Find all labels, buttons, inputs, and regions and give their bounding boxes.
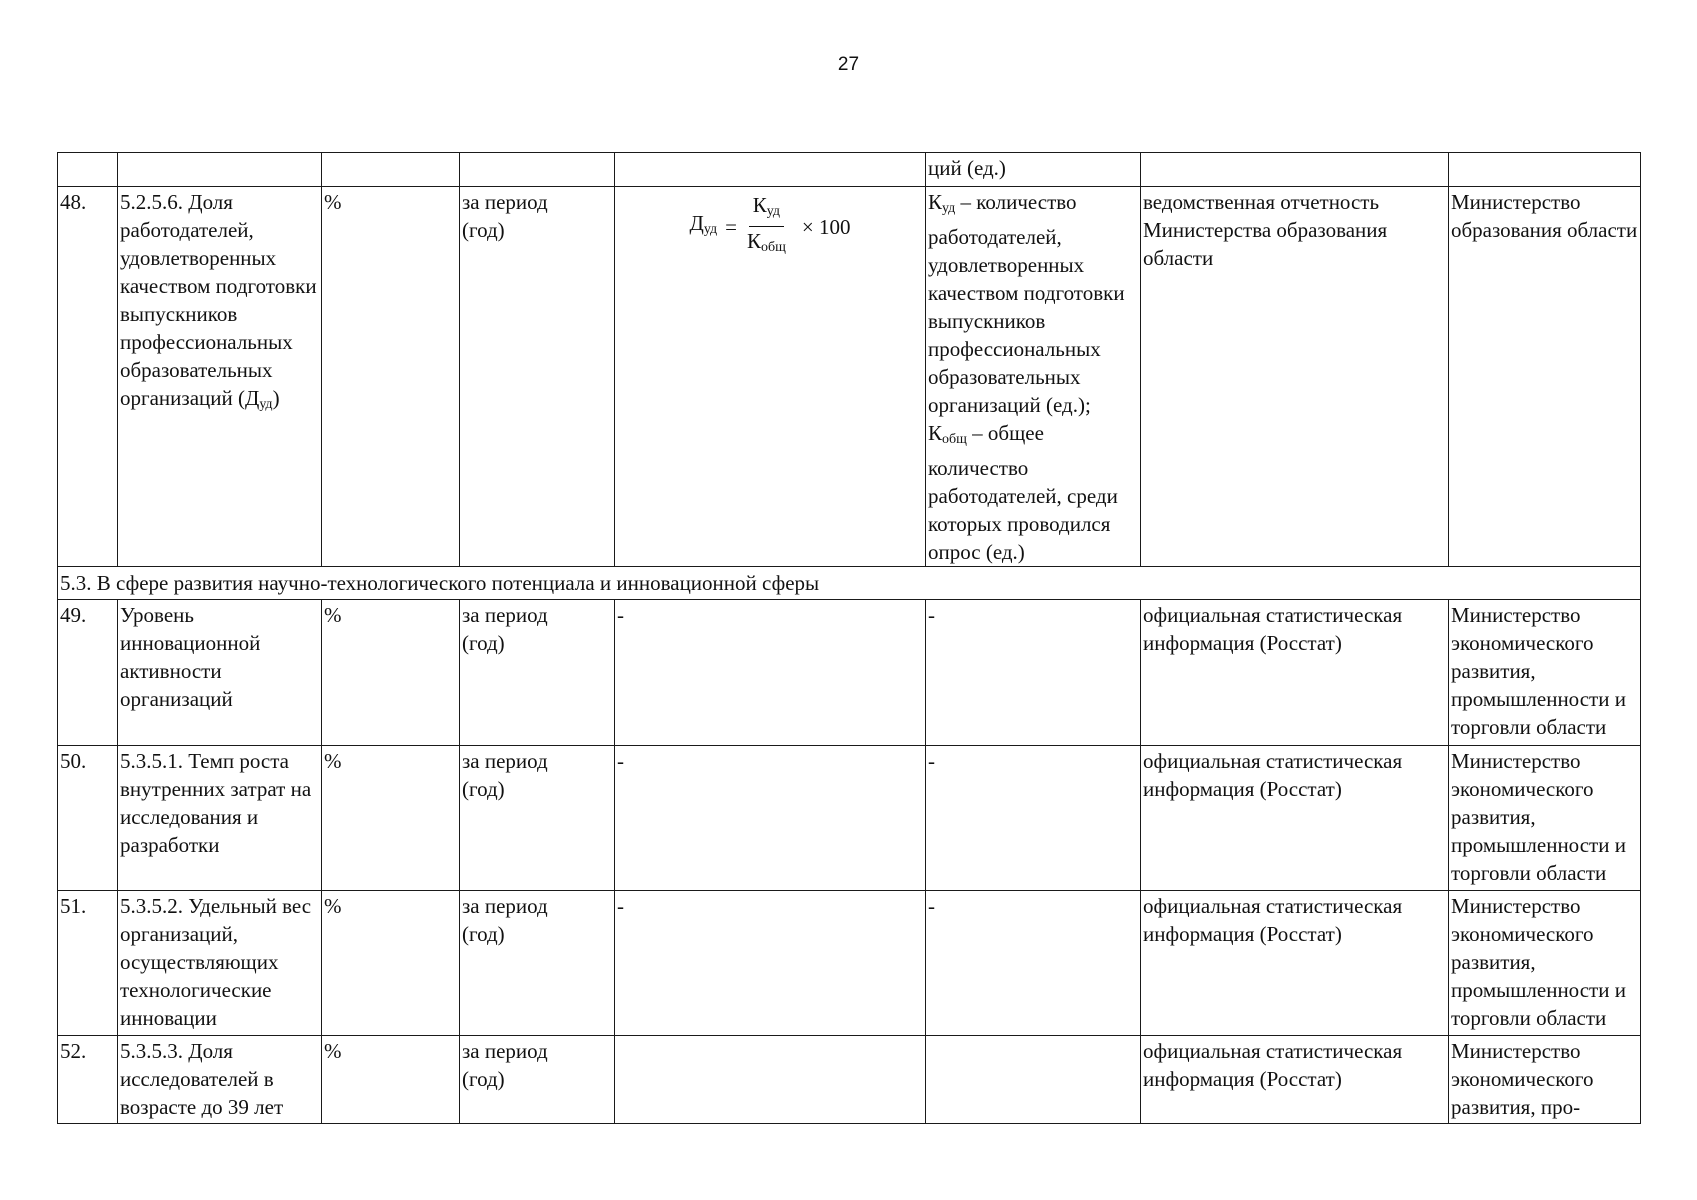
table-row xyxy=(58,187,1641,567)
table-row xyxy=(58,891,1641,1036)
row-number: 48. xyxy=(60,190,87,214)
cell-responsible xyxy=(1449,153,1641,187)
definition2-symbol: К xyxy=(928,421,943,445)
indicators-table xyxy=(57,152,1641,1124)
unit: % xyxy=(324,749,342,773)
responsible-body: Министерство экономического развития, промышленности и торговли области xyxy=(1451,603,1626,739)
row-number: 51. xyxy=(60,894,87,918)
cell-source xyxy=(1141,746,1449,891)
cell-num xyxy=(58,1036,118,1124)
unit: % xyxy=(324,603,342,627)
data-source: ведомственная отчетность Министерства образования области xyxy=(1143,190,1388,270)
data-source: официальная статистическая информация (Росстат) xyxy=(1143,603,1403,655)
cell-formula xyxy=(615,891,926,1036)
cell-period xyxy=(460,153,615,187)
row-number: 50. xyxy=(60,749,87,773)
formula-denominator xyxy=(743,227,790,261)
definition-text: ций (ед.) xyxy=(928,156,1006,180)
cell-responsible xyxy=(1449,1036,1641,1124)
definition-sub: уд xyxy=(942,201,956,216)
cell-period xyxy=(460,187,615,567)
section-title-cell xyxy=(58,567,1641,600)
cell-responsible xyxy=(1449,600,1641,746)
denominator-symbol: К xyxy=(746,229,761,253)
cell-formula xyxy=(615,1036,926,1124)
period: за период (год) xyxy=(462,894,548,946)
cell-unit xyxy=(322,153,460,187)
period: за период (год) xyxy=(462,190,548,242)
row-number: 49. xyxy=(60,603,87,627)
definition-text: - xyxy=(928,603,935,627)
cell-source xyxy=(1141,600,1449,746)
period: за период (год) xyxy=(462,603,548,655)
data-source: официальная статистическая информация (Росстат) xyxy=(1143,894,1403,946)
formula-lhs-symbol: Д xyxy=(689,211,704,235)
numerator-symbol: К xyxy=(752,193,767,217)
cell-name xyxy=(118,153,322,187)
cell-num xyxy=(58,600,118,746)
cell-num xyxy=(58,153,118,187)
cell-name xyxy=(118,891,322,1036)
cell-unit xyxy=(322,187,460,567)
cell-source xyxy=(1141,153,1449,187)
cell-unit xyxy=(322,746,460,891)
cell-formula xyxy=(615,153,926,187)
indicator-name-sub: уд xyxy=(259,397,273,412)
period: за период (год) xyxy=(462,1039,548,1091)
unit: % xyxy=(324,1039,342,1063)
cell-name xyxy=(118,600,322,746)
cell-unit xyxy=(322,1036,460,1124)
cell-num xyxy=(58,746,118,891)
cell-num xyxy=(58,187,118,567)
cell-period xyxy=(460,891,615,1036)
responsible-body: Министерство экономического развития, про- xyxy=(1451,1039,1594,1119)
cell-period xyxy=(460,1036,615,1124)
page-number: 27 xyxy=(837,54,860,75)
section-row xyxy=(58,567,1641,600)
indicator-name: 5.3.5.3. Доля исследователей в возрасте до 39 лет xyxy=(120,1039,284,1119)
table-row xyxy=(58,600,1641,746)
data-source: официальная статистическая информация (Росстат) xyxy=(1143,749,1403,801)
formula-multiplier: × 100 xyxy=(801,214,851,239)
definition-text: – количество работодателей, удовлетворенных качеством подготовки выпускников профессиональных образовательных организаций (ед.); xyxy=(928,190,1125,417)
formula-lhs-sub: уд xyxy=(703,222,718,237)
unit: % xyxy=(324,894,342,918)
responsible-body: Министерство экономического развития, промышленности и торговли области xyxy=(1451,894,1626,1030)
definition2-text: – общее количество работодателей, среди которых проводился опрос (ед.) xyxy=(928,421,1118,564)
definition-text: - xyxy=(928,894,935,918)
indicator-name: Уровень инновационной активности организаций xyxy=(120,603,261,711)
cell-name xyxy=(118,1036,322,1124)
cell-responsible xyxy=(1449,187,1641,567)
row-number: 52. xyxy=(60,1039,87,1063)
formula: - xyxy=(617,749,624,773)
indicator-name: 5.3.5.1. Темп роста внутренних затрат на исследования и разработки xyxy=(120,749,312,857)
continuation-row xyxy=(58,153,1641,187)
cell-source xyxy=(1141,1036,1449,1124)
table-row xyxy=(58,746,1641,891)
formula-lhs xyxy=(690,209,718,244)
cell-name xyxy=(118,187,322,567)
cell-formula xyxy=(615,746,926,891)
cell-formula xyxy=(615,600,926,746)
cell-definition xyxy=(926,746,1141,891)
definition-symbol: К xyxy=(928,190,943,214)
definition-text: - xyxy=(928,749,935,773)
period: за период (год) xyxy=(462,749,548,801)
cell-name xyxy=(118,746,322,891)
responsible-body: Министерство экономического развития, промышленности и торговли области xyxy=(1451,749,1626,885)
indicator-name: 5.2.5.6. Доля работодателей, удовлетворенных качеством подготовки выпускников профессиональных образовательных организаций (Д xyxy=(120,190,317,410)
data-source: официальная статистическая информация (Росстат) xyxy=(1143,1039,1403,1091)
cell-unit xyxy=(322,600,460,746)
cell-unit xyxy=(322,891,460,1036)
formula xyxy=(617,188,923,261)
formula: - xyxy=(617,603,624,627)
cell-period xyxy=(460,600,615,746)
numerator-sub: уд xyxy=(766,204,781,219)
unit: % xyxy=(324,190,342,214)
cell-period xyxy=(460,746,615,891)
cell-definition xyxy=(926,153,1141,187)
cell-definition xyxy=(926,1036,1141,1124)
cell-formula xyxy=(615,187,926,567)
formula: - xyxy=(617,894,624,918)
cell-responsible xyxy=(1449,891,1641,1036)
cell-definition xyxy=(926,891,1141,1036)
indicator-name: 5.3.5.2. Удельный вес организаций, осуществляющих технологические инновации xyxy=(120,894,312,1030)
cell-definition xyxy=(926,600,1141,746)
definition2-sub: общ xyxy=(942,432,967,447)
section-title: 5.3. В сфере развития научно-технологического потенциала и инновационной сферы xyxy=(60,571,820,595)
cell-definition xyxy=(926,187,1141,567)
denominator-sub: общ xyxy=(760,240,786,255)
responsible-body: Министерство образования области xyxy=(1451,190,1638,242)
indicator-name-tail: ) xyxy=(272,386,280,410)
cell-source xyxy=(1141,187,1449,567)
formula-numerator xyxy=(749,192,784,227)
cell-num xyxy=(58,891,118,1036)
cell-source xyxy=(1141,891,1449,1036)
formula-equals: = xyxy=(725,214,737,239)
table-row xyxy=(58,1036,1641,1124)
cell-responsible xyxy=(1449,746,1641,891)
formula-fraction xyxy=(743,192,790,261)
